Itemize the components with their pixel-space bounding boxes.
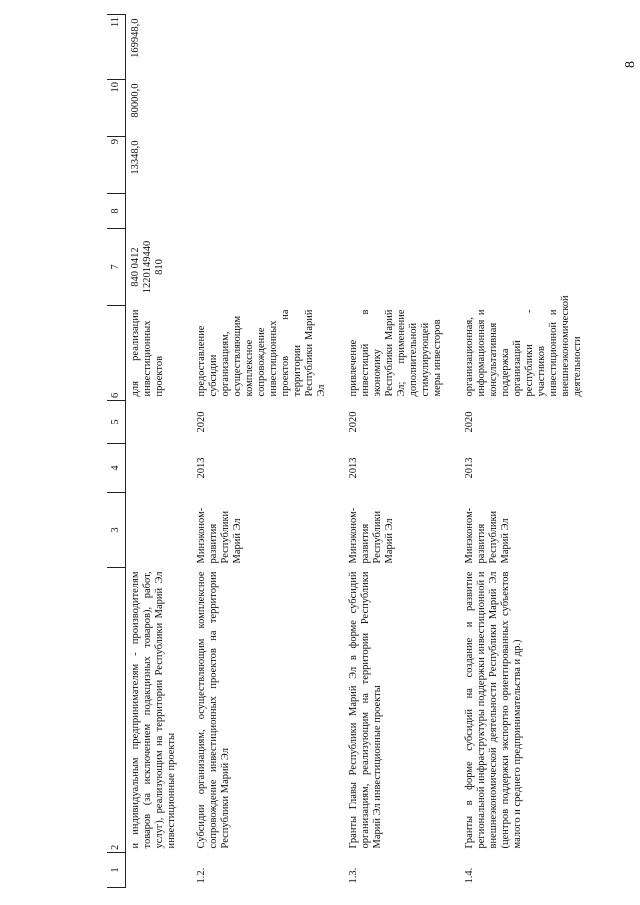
column-header-5: 5 [107, 401, 126, 444]
column-header-3: 3 [107, 493, 126, 568]
budget-code [460, 229, 600, 306]
table-row-continuation [126, 15, 193, 888]
executor: Минэконом-развития Республики Марий Эл [196, 507, 243, 564]
end-year: 2020 [196, 411, 207, 433]
col-9-value [192, 137, 344, 194]
executor: Минэконом-развития Республики Марий Эл [464, 507, 511, 564]
col-8-value [460, 194, 600, 229]
expected-result: для реализации инвестиционных проектов [130, 309, 165, 397]
executor [126, 493, 193, 568]
col-8-value [192, 194, 344, 229]
column-header-6: 6 [107, 306, 126, 401]
measure-description: Гранты в форме субсидий на создание и развитие региональной инфраструктуры поддержки инвестиционной и внешнеэкономической деятельности Республики Марий Эл (центров поддержки экспортно ориентированных субъектов малого и среднего предпринимательства и др.) [464, 571, 523, 849]
start-year [126, 444, 193, 493]
column-header-8: 8 [107, 194, 126, 229]
column-header-1: 1 [107, 853, 126, 888]
col-10-value: 80000,0 [130, 83, 141, 118]
measure-description: Гранты Главы Республики Марий Эл в форме субсидий организациям, реализующим на территории Республики Марий Эл инвестиционные проекты [348, 571, 383, 849]
column-header-11: 11 [107, 15, 126, 80]
row-number: 1.2. [196, 867, 207, 884]
executor: Минэконом-развития Республики Марий Эл [348, 507, 395, 564]
col-11-value [344, 15, 460, 80]
expected-result: предоставление субсидии организациям, осуществляющим комплексное сопровождение инвестиционных проектов на территории Республики Марий Эл [196, 309, 327, 397]
end-year [126, 401, 193, 444]
measure-description: и индивидуальным предпринимателям - производителям товаров (за исключением подакцизных товаров), работ, услуг), реализующим на территории Республики Марий Эл инвестиционные проекты [130, 571, 177, 849]
start-year: 2013 [464, 457, 475, 479]
page-number: 8 [623, 61, 638, 68]
col-9-value: 13348,0 [130, 140, 141, 175]
row-number: 1.3. [348, 867, 359, 884]
col-10-value [344, 80, 460, 137]
table-row-1-3 [344, 15, 460, 888]
col-8-value [126, 194, 193, 229]
col-9-value [344, 137, 460, 194]
budget-code: 840 0412 1220149440 810 [130, 240, 165, 294]
column-header-9: 9 [107, 137, 126, 194]
col-10-value [192, 80, 344, 137]
budget-code [344, 229, 460, 306]
table-row-1-4 [460, 15, 600, 888]
row-number: 1.4. [464, 867, 475, 884]
expected-result: привлечение инвестиций в экономику Республики Марий Эл; применение дополнительной стимулирующей меры инвесторов [348, 309, 443, 397]
expected-result: организационная, информационная и консультативная поддержка организаций республики - участников инвестиционной и внешнеэкономической деятельности [464, 295, 583, 397]
col-8-value [344, 194, 460, 229]
column-header-4: 4 [107, 444, 126, 493]
end-year: 2020 [464, 411, 475, 433]
budget-code [192, 229, 344, 306]
column-header-2: 2 [107, 568, 126, 853]
row-number [126, 853, 193, 888]
column-number-header-row [107, 15, 126, 888]
start-year: 2013 [348, 457, 359, 479]
col-9-value [460, 137, 600, 194]
column-header-10: 10 [107, 80, 126, 137]
col-11-value [460, 15, 600, 80]
table-row-1-2 [192, 15, 344, 888]
end-year: 2020 [348, 411, 359, 433]
start-year: 2013 [196, 457, 207, 479]
col-11-value [192, 15, 344, 80]
rotated-table-container [107, 18, 637, 888]
measure-description: Субсидии организациям, осуществляющим комплексное сопровождение инвестиционных проектов на территории Республики Марий Эл [196, 571, 231, 849]
col-11-value: 169948,0 [130, 18, 141, 58]
column-header-7: 7 [107, 229, 126, 306]
col-10-value [460, 80, 600, 137]
program-measures-table [107, 14, 600, 888]
